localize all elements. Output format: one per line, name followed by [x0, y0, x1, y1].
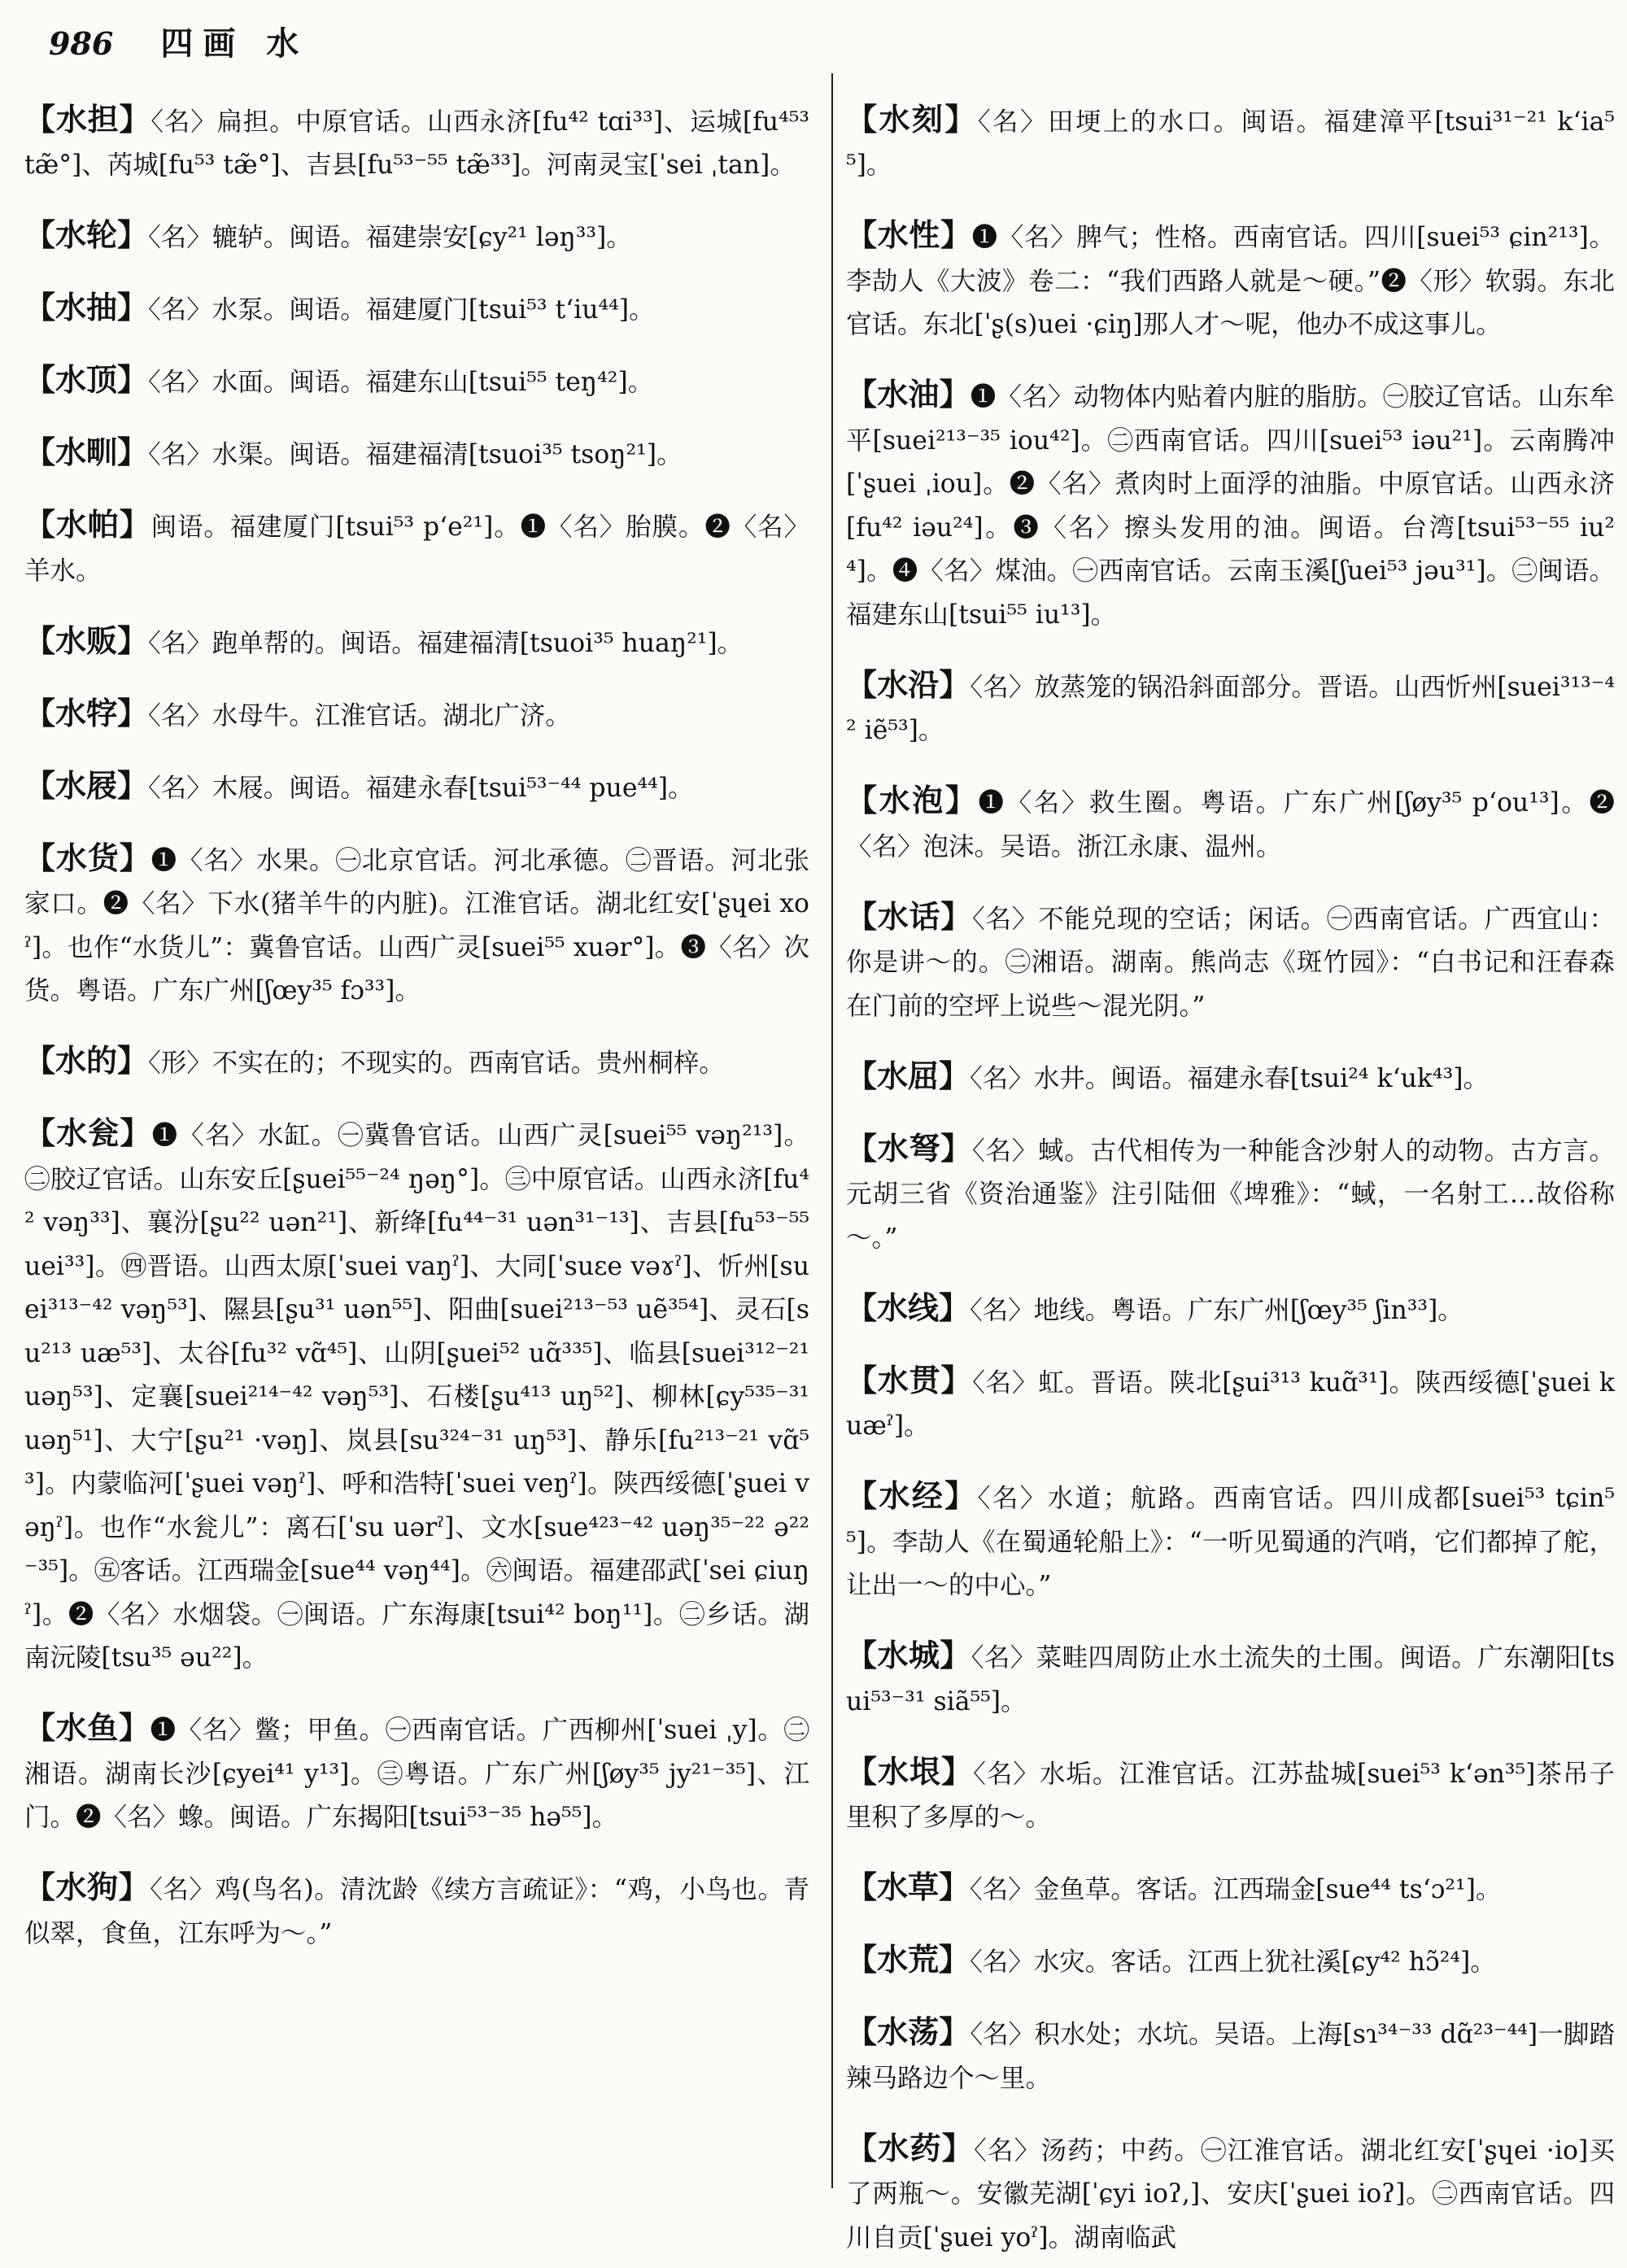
- right-column: [846, 72, 1615, 2268]
- entry-headword: 【水抽】: [24, 289, 149, 325]
- entry-headword: 【水荒】: [846, 1941, 971, 1978]
- entry-definition: 〈名〉蜮。古代相传为一种能含沙射人的动物。古方言。元胡三省《资治通鉴》注引陆佃《埤雅》：“蜮，一名射工…故俗称～。”: [846, 1136, 1615, 1253]
- dictionary-entry: [846, 98, 1615, 188]
- left-column: [24, 72, 809, 1964]
- section-title: 四画 水: [160, 24, 309, 63]
- entry-definition: 〈名〉水灾。客话。江西上犹社溪[ɕy⁴² hɔ̃²⁴]。: [970, 1947, 1496, 1977]
- entry-headword: 【水垠】: [846, 1752, 974, 1790]
- dictionary-entry: [24, 503, 809, 593]
- entry-headword: 【水屈】: [846, 1057, 971, 1094]
- entry-headword: 【水甽】: [24, 434, 149, 470]
- entry-definition: 〈名〉地线。粤语。广东广州[ʃœy³⁵ ʃin³³]。: [970, 1295, 1463, 1325]
- entry-headword: 【水沿】: [846, 665, 971, 703]
- dictionary-entry: [846, 1938, 1615, 1985]
- entry-definition: 〈形〉不实在的；不现实的。西南官话。贵州桐梓。: [148, 1049, 725, 1078]
- dictionary-entry: [24, 98, 809, 188]
- dictionary-entry: [24, 1706, 809, 1840]
- entry-headword: 【水草】: [846, 1869, 971, 1905]
- entry-headword: 【水油】: [846, 376, 971, 412]
- entry-definition: 〈名〉不能兑现的空话；闲话。㊀西南官话。广西宜山：你是讲～的。㊁湘语。湖南。熊尚志《斑竹园》：“白书记和汪春森在门前的空坪上说些～混光阴。”: [846, 904, 1615, 1021]
- entry-headword: 【水瓮】: [24, 1114, 152, 1151]
- entry-definition: 闽语。福建厦门[tsui⁵³ pʻe²¹]。❶〈名〉胎膜。❷〈名〉羊水。: [24, 512, 809, 586]
- page-header: [49, 18, 308, 63]
- dictionary-entry: [846, 1359, 1615, 1449]
- entry-headword: 【水货】: [24, 839, 151, 876]
- entry-headword: 【水屐】: [24, 766, 149, 804]
- entry-headword: 【水弩】: [846, 1129, 973, 1167]
- entry-headword: 【水城】: [846, 1637, 971, 1673]
- entry-headword: 【水经】: [846, 1477, 978, 1514]
- entry-headword: 【水帕】: [24, 506, 151, 543]
- dictionary-entry: [24, 619, 809, 666]
- dictionary-entry: [24, 286, 809, 333]
- dictionary-entry: [846, 1127, 1615, 1261]
- dictionary-entry: [846, 895, 1615, 1029]
- entry-definition: 〈名〉汤药；中药。㊀江淮官话。湖北红安[ˈʂɥei ·io]买了两瓶～。安徽芜湖[ˈɕyi ioʔ,]、安庆[ˈʂuei ioʔ]。㊁西南官话。四川自贡[ˈʂuei yoˀ]。湖南临武: [846, 2135, 1615, 2253]
- entry-headword: 【水鱼】: [24, 1709, 150, 1746]
- entry-definition: 〈名〉积水处；水坑。吴语。上海[sɿ³⁴⁻³³ dɑ̃²³⁻⁴⁴]一脚踏辣马路边个～里。: [846, 2020, 1615, 2093]
- dictionary-entry: [24, 1865, 809, 1956]
- entry-definition: 〈名〉田埂上的水口。闽语。福建漳平[tsui³¹⁻²¹ kʻia⁵⁵]。: [846, 107, 1615, 180]
- entry-headword: 【水狗】: [24, 1869, 150, 1905]
- entry-definition: 〈名〉水泵。闽语。福建厦门[tsui⁵³ tʻiu⁴⁴]。: [148, 295, 655, 325]
- entry-definition: 〈名〉跑单帮的。闽语。福建福清[tsuoi³⁵ huaŋ²¹]。: [148, 628, 744, 658]
- dictionary-entry: [846, 1474, 1615, 1608]
- entry-headword: 【水的】: [24, 1042, 149, 1079]
- dictionary-entry: [846, 1054, 1615, 1101]
- dictionary-entry: [846, 213, 1615, 347]
- dictionary-entry: [846, 1286, 1615, 1333]
- entry-definition: 〈名〉菜畦四周防止水土流失的土围。闽语。广东潮阳[tsui⁵³⁻³¹ siã⁵⁵]。: [846, 1643, 1615, 1716]
- dictionary-entry: [24, 764, 809, 811]
- dictionary-entry: [846, 2126, 1615, 2261]
- entry-headword: 【水担】: [24, 100, 151, 137]
- dictionary-entry: [24, 1111, 809, 1681]
- entry-definition: ❶〈名〉水缸。㊀冀鲁官话。山西广灵[suei⁵⁵ vəŋ²¹³]。㊁胶辽官话。山东安丘[ʂuei⁵⁵⁻²⁴ ŋəŋ°]。㊂中原官话。山西永济[fu⁴² vəŋ³³]、襄汾[ʂu²² uən²¹]、新绛[fu⁴⁴⁻³¹ uən³¹⁻¹³]、吉县[fu⁵³⁻⁵⁵ uei³³]。㊃晋语。山西太原[ˈsuei vaŋˀ]、大同[ˈsuɛe vəɤˀ]、忻州[suei³¹³⁻⁴² vəŋ⁵³]、隰县[ʂu³¹ uən⁵⁵]、阳曲[suei²¹³⁻⁵³ uẽ³⁵⁴]、灵石[su²¹³ uæ⁵³]、太谷[fu³² vɑ̃⁴⁵]、山阴[ʂuei⁵² uɑ̃³³⁵]、临县[suei³¹²⁻²¹ uəŋ⁵³]、定襄[suei²¹⁴⁻⁴² vəŋ⁵³]、石楼[ʂu⁴¹³ uŋ⁵²]、柳林[ɕy⁵³⁵⁻³¹ uəŋ⁵¹]、大宁[ʂu²¹ ·vəŋ]、岚县[su³²⁴⁻³¹ uŋ⁵³]、静乐[fu²¹³⁻²¹ vɑ̃⁵³]。内蒙临河[ˈʂuei vəŋˀ]、呼和浩特[ˈsuei veŋˀ]。陕西绥德[ˈʂuei vəŋˀ]。也作“水瓮儿”：离石[ˈsu uərˀ]、文水[sue⁴²³⁻⁴² uəŋ³⁵⁻²² ə²²⁻³⁵]。㊄客话。江西瑞金[sue⁴⁴ vəŋ⁴⁴]。㊅闽语。福建邵武[ˈsei ɕiuŋˀ]。❷〈名〉水烟袋。㊀闽语。广东海康[tsui⁴² boŋ¹¹]。㊁乡话。湖南沅陵[tsu³⁵ əu²²]。: [24, 1121, 809, 1673]
- entry-definition: ❶〈名〉动物体内贴着内脏的脂肪。㊀胶辽官话。山东牟平[suei²¹³⁻³⁵ iou⁴²]。㊁西南官话。四川[suei⁵³ iəu²¹]。云南腾冲[ˈʂuei ˌiou]。❷〈名〉煮肉时上面浮的油脂。中原官话。山西永济[fu⁴² iəu²⁴]。❸〈名〉擦头发用的油。闽语。台湾[tsui⁵³⁻⁵⁵ iu²⁴]。❹〈名〉煤油。㊀西南官话。云南玉溪[ʃuei⁵³ jəu³¹]。㊁闽语。福建东山[tsui⁵⁵ iu¹³]。: [846, 382, 1615, 630]
- dictionary-entry: [24, 358, 809, 405]
- entry-headword: 【水泡】: [846, 782, 979, 818]
- entry-headword: 【水贯】: [846, 1361, 973, 1398]
- dictionary-entry: [24, 430, 809, 478]
- entry-definition: 〈名〉辘轳。闽语。福建崇安[ɕy²¹ ləŋ³³]。: [148, 223, 632, 252]
- entry-definition: 〈名〉扁担。中原官话。山西永济[fu⁴² tɑi³³]、运城[fu⁴⁵³ tæ̃°]、芮城[fu⁵³ tæ̃°]、吉县[fu⁵³⁻⁵⁵ tæ̃³³]。河南灵宝[ˈsei ˌtan]。: [24, 107, 809, 180]
- entry-headword: 【水药】: [846, 2129, 975, 2166]
- entry-headword: 【水刻】: [846, 100, 978, 137]
- dictionary-entry: [846, 1865, 1615, 1913]
- dictionary-entry: [846, 779, 1615, 869]
- page-number: 986: [49, 25, 114, 62]
- entry-definition: 〈名〉金鱼草。客话。江西瑞金[sue⁴⁴ tsʻɔ²¹]。: [970, 1875, 1502, 1904]
- entry-definition: 〈名〉水垢。江淮官话。江苏盐城[suei⁵³ kʻən³⁵]茶吊子里积了多厚的～。: [846, 1759, 1615, 1832]
- entry-definition: 〈名〉水井。闽语。福建永春[tsui²⁴ kʻuk⁴³]。: [970, 1063, 1490, 1093]
- entry-definition: ❶〈名〉救生圈。粤语。广东广州[ʃøy³⁵ pʻou¹³]。❷〈名〉泡沫。吴语。浙江永康、温州。: [846, 788, 1615, 861]
- entry-definition: 〈名〉鸡(鸟名)。清沈龄《续方言疏证》：“鸡，小鸟也。青似翠，食鱼，江东呼为～。”: [24, 1875, 809, 1948]
- dictionary-entry: [846, 1750, 1615, 1840]
- dictionary-entry: [846, 2010, 1615, 2100]
- entry-headword: 【水性】: [846, 216, 972, 253]
- entry-definition: ❶〈名〉脾气；性格。西南官话。四川[suei⁵³ ɕin²¹³]。李劼人《大波》卷二：“我们西路人就是～硬。”❷〈形〉软弱。东北官话。东北[ˈʂ(s)uei ·ɕiŋ]那人才～呢，他办不成这事儿。: [846, 223, 1615, 339]
- dictionary-entry: [846, 373, 1615, 637]
- entry-headword: 【水轮】: [24, 216, 149, 253]
- dictionary-entry: [846, 663, 1615, 753]
- column-divider: [831, 73, 833, 2188]
- entry-definition: 〈名〉水道；航路。西南官话。四川成都[suei⁵³ tɕin⁵⁵]。李劼人《在蜀通轮船上》：“一听见蜀通的汽哨，它们都掉了舵，让出一～的中心。”: [846, 1484, 1615, 1600]
- entry-definition: 〈名〉木屐。闽语。福建永春[tsui⁵³⁻⁴⁴ pue⁴⁴]。: [148, 773, 694, 803]
- entry-definition: 〈名〉水母牛。江淮官话。湖北广济。: [148, 700, 571, 731]
- entry-definition: 〈名〉虹。晋语。陕北[ʂui³¹³ kuɑ̃³¹]。陕西绥德[ˈʂuei kuæˀ]。: [846, 1367, 1615, 1441]
- entry-definition: ❶〈名〉水果。㊀北京官话。河北承德。㊁晋语。河北张家口。❷〈名〉下水(猪羊牛的内脏)。江淮官话。湖北红安[ˈʂɥei xoˀ]。也作“水货儿”：冀鲁官话。山西广灵[suei⁵⁵ xuər°]。❸〈名〉次货。粤语。广东广州[ʃœy³⁵ fɔ³³]。: [24, 845, 809, 1005]
- entry-definition: 〈名〉放蒸笼的锅沿斜面部分。晋语。山西忻州[suei³¹³⁻⁴² iẽ⁵³]。: [846, 672, 1615, 745]
- entry-headword: 【水荡】: [846, 2013, 971, 2050]
- entry-headword: 【水线】: [846, 1289, 971, 1326]
- entry-headword: 【水顶】: [24, 361, 149, 398]
- entry-headword: 【水牸】: [24, 694, 149, 731]
- dictionary-entry: [846, 1633, 1615, 1724]
- entry-definition: ❶〈名〉鳖；甲鱼。㊀西南官话。广西柳州[ˈsuei ˌy]。㊁湘语。湖南长沙[ɕyei⁴¹ y¹³]。㊂粤语。广东广州[ʃøy³⁵ jy²¹⁻³⁵]、江门。❷〈名〉蟓。闽语。广东揭阳[tsui⁵³⁻³⁵ hə⁵⁵]。: [24, 1716, 809, 1832]
- entry-headword: 【水贩】: [24, 622, 149, 659]
- dictionary-entry: [24, 213, 809, 260]
- dictionary-entry: [24, 1039, 809, 1086]
- dictionary-entry: [24, 691, 809, 739]
- entry-headword: 【水话】: [846, 897, 973, 935]
- dictionary-entry: [24, 836, 809, 1014]
- entry-definition: 〈名〉水渠。闽语。福建福清[tsuoi³⁵ tsoŋ²¹]。: [148, 440, 683, 469]
- entry-definition: 〈名〉水面。闽语。福建东山[tsui⁵⁵ teŋ⁴²]。: [148, 368, 654, 397]
